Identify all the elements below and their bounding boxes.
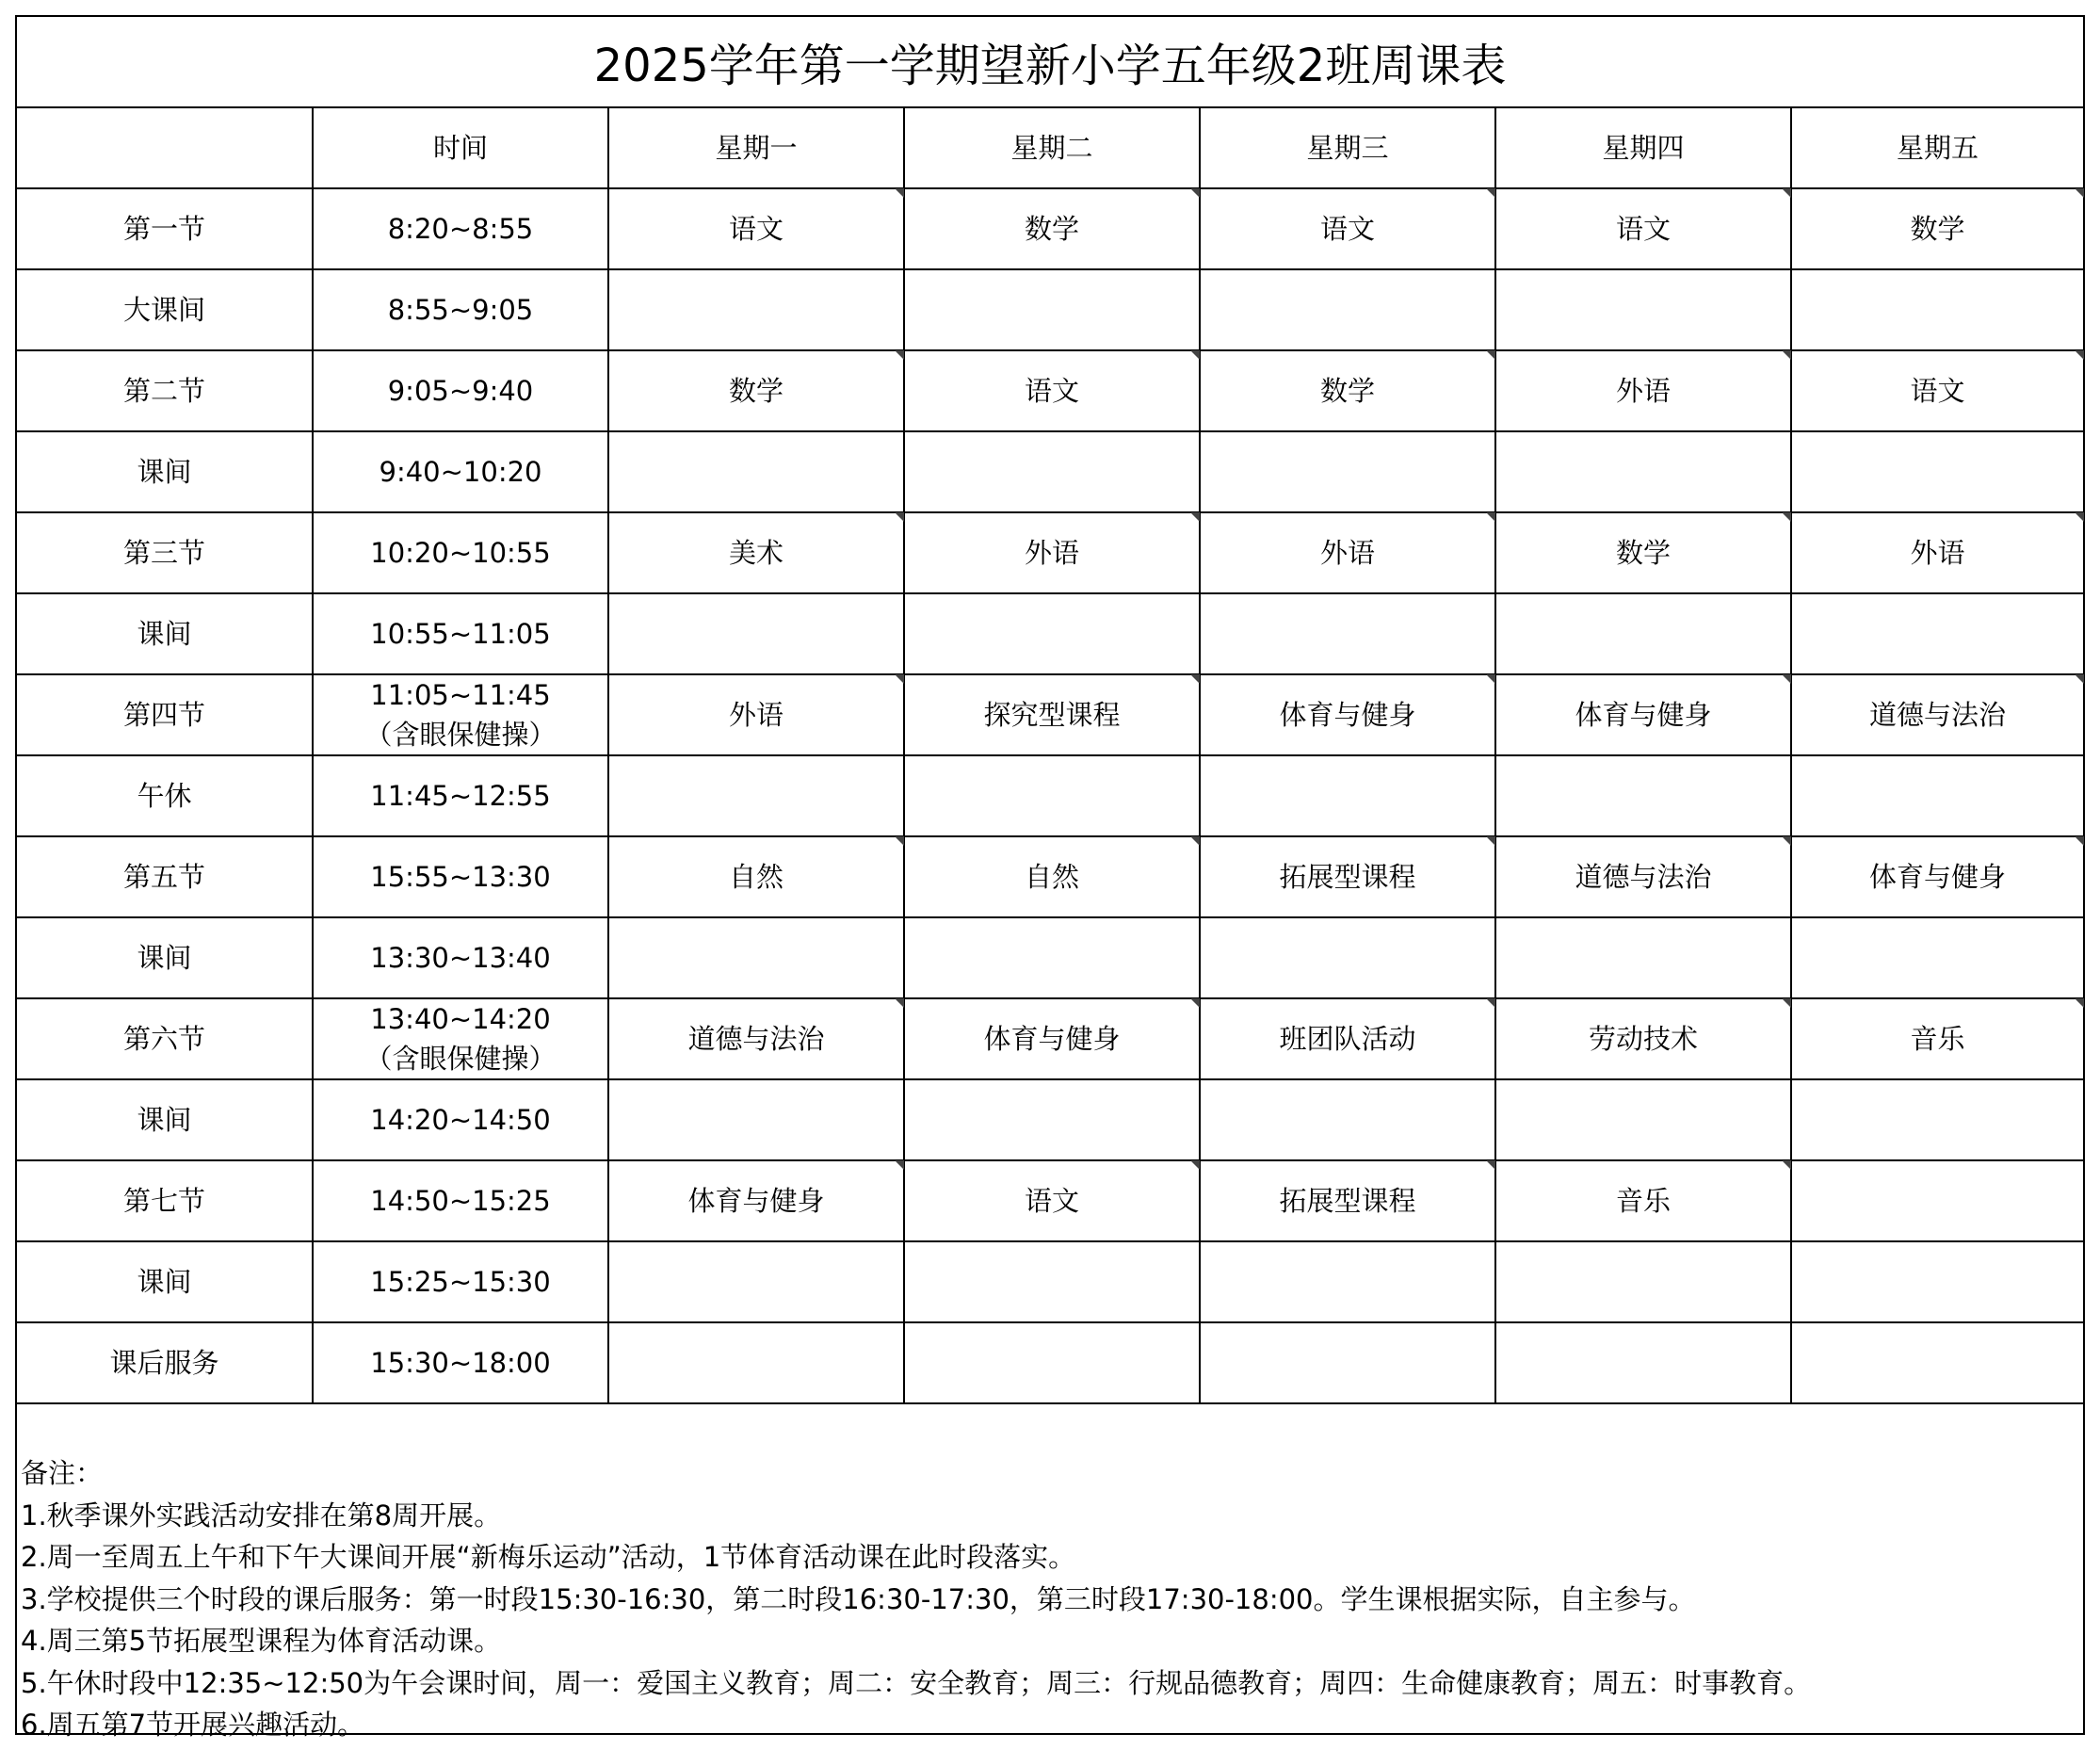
subject-cell <box>1200 593 1495 674</box>
table-row <box>17 1322 2083 1403</box>
table-row <box>17 512 2083 593</box>
subject-cell <box>1495 917 1791 998</box>
header-day: 星期五 <box>1791 108 2083 188</box>
subject-cell <box>608 269 904 350</box>
note-item: 3.学校提供三个时段的课后服务：第一时段15:30-16:30，第二时段16:30-17:30，第三时段17:30-18:00。学生课根据实际，自主参与。 <box>21 1582 1696 1615</box>
subject-cell: 道德与法治 <box>608 998 904 1079</box>
subject-cell <box>904 1241 1200 1322</box>
subject-cell <box>1200 1322 1495 1403</box>
subject-cell: 体育与健身 <box>904 998 1200 1079</box>
table-row <box>17 188 2083 269</box>
subject-cell <box>1495 593 1791 674</box>
time-range: 13:40~14:20 <box>370 1003 551 1035</box>
subject-cell <box>1495 431 1791 512</box>
subject-cell <box>1495 269 1791 350</box>
subject-cell <box>608 431 904 512</box>
period-name: 第六节 <box>17 998 313 1079</box>
period-name: 课间 <box>17 1079 313 1160</box>
time-note: （含眼保健操） <box>364 1043 557 1075</box>
subject-cell <box>608 1322 904 1403</box>
table-row <box>17 1079 2083 1160</box>
period-name: 第二节 <box>17 350 313 431</box>
subject-cell: 探究型课程 <box>904 674 1200 755</box>
period-time <box>313 1322 608 1403</box>
table-row <box>17 1160 2083 1241</box>
subject-cell <box>1200 755 1495 836</box>
subject-cell <box>1791 431 2083 512</box>
period-time <box>313 836 608 917</box>
table-row <box>17 431 2083 512</box>
subject-cell: 拓展型课程 <box>1200 1160 1495 1241</box>
header-day: 星期四 <box>1495 108 1791 188</box>
period-name: 课后服务 <box>17 1322 313 1403</box>
time-range: 14:50~15:25 <box>370 1185 551 1217</box>
time-range: 11:05~11:45 <box>370 679 551 711</box>
header-day: 星期三 <box>1200 108 1495 188</box>
subject-cell: 体育与健身 <box>1200 674 1495 755</box>
table-row <box>17 917 2083 998</box>
period-name: 第三节 <box>17 512 313 593</box>
subject-cell: 语文 <box>904 1160 1200 1241</box>
note-item: 2.周一至周五上午和下午大课间开展“新梅乐运动”活动，1节体育活动课在此时段落实。 <box>21 1541 1076 1573</box>
period-time <box>313 188 608 269</box>
subject-cell <box>1791 917 2083 998</box>
subject-cell <box>1791 269 2083 350</box>
subject-cell <box>1200 1079 1495 1160</box>
subject-cell: 语文 <box>904 350 1200 431</box>
table-row <box>17 350 2083 431</box>
timetable-sheet <box>15 15 2085 1741</box>
period-name: 课间 <box>17 1241 313 1322</box>
note-item: 5.午休时段中12:35~12:50为午会课时间，周一：爱国主义教育；周二：安全教育；周三：行规品德教育；周四：生命健康教育；周五：时事教育。 <box>21 1666 1812 1699</box>
subject-cell <box>608 917 904 998</box>
subject-cell <box>1791 1079 2083 1160</box>
subject-cell: 语文 <box>608 188 904 269</box>
subject-cell: 班团队活动 <box>1200 998 1495 1079</box>
period-time <box>313 593 608 674</box>
period-time <box>313 755 608 836</box>
subject-cell <box>1791 1241 2083 1322</box>
period-name: 第七节 <box>17 1160 313 1241</box>
period-time <box>313 1160 608 1241</box>
period-time <box>313 1079 608 1160</box>
header-day: 星期一 <box>608 108 904 188</box>
time-range: 8:55~9:05 <box>387 294 534 326</box>
table-row <box>17 674 2083 755</box>
period-name: 课间 <box>17 431 313 512</box>
time-range: 14:20~14:50 <box>370 1104 551 1136</box>
period-name: 课间 <box>17 593 313 674</box>
subject-cell: 音乐 <box>1791 998 2083 1079</box>
time-range: 10:20~10:55 <box>370 537 551 569</box>
subject-cell: 语文 <box>1495 188 1791 269</box>
subject-cell <box>1495 755 1791 836</box>
subject-cell: 自然 <box>904 836 1200 917</box>
notes-section <box>17 1449 2083 1741</box>
period-name: 第五节 <box>17 836 313 917</box>
subject-cell <box>1495 1322 1791 1403</box>
time-range: 13:30~13:40 <box>370 942 551 974</box>
subject-cell <box>1791 1160 2083 1241</box>
subject-cell: 语文 <box>1791 350 2083 431</box>
subject-cell <box>1791 593 2083 674</box>
subject-cell: 外语 <box>1791 512 2083 593</box>
subject-cell: 拓展型课程 <box>1200 836 1495 917</box>
subject-cell <box>904 269 1200 350</box>
subject-cell: 数学 <box>1200 350 1495 431</box>
period-time <box>313 674 608 755</box>
table-row <box>17 593 2083 674</box>
time-range: 15:55~13:30 <box>370 861 551 893</box>
time-range: 9:05~9:40 <box>387 375 534 407</box>
subject-cell <box>904 1079 1200 1160</box>
period-time <box>313 512 608 593</box>
subject-cell: 体育与健身 <box>608 1160 904 1241</box>
notes-heading: 备注： <box>21 1457 104 1489</box>
subject-cell <box>904 917 1200 998</box>
period-name: 大课间 <box>17 269 313 350</box>
time-range: 15:25~15:30 <box>370 1266 551 1298</box>
period-time <box>313 350 608 431</box>
period-time <box>313 1241 608 1322</box>
subject-cell <box>904 1322 1200 1403</box>
subject-cell: 体育与健身 <box>1495 674 1791 755</box>
subject-cell <box>608 593 904 674</box>
subject-cell: 数学 <box>904 188 1200 269</box>
period-name: 第四节 <box>17 674 313 755</box>
table-row <box>17 269 2083 350</box>
table-row <box>17 1241 2083 1322</box>
header-day: 星期二 <box>904 108 1200 188</box>
timetable <box>17 108 2083 1404</box>
time-range: 11:45~12:55 <box>370 780 551 812</box>
time-range: 15:30~18:00 <box>370 1347 551 1379</box>
table-row <box>17 836 2083 917</box>
period-name: 第一节 <box>17 188 313 269</box>
subject-cell: 外语 <box>1200 512 1495 593</box>
period-name: 午休 <box>17 755 313 836</box>
period-time <box>313 269 608 350</box>
note-item: 4.周三第5节拓展型课程为体育活动课。 <box>21 1625 502 1657</box>
subject-cell <box>1495 1079 1791 1160</box>
table-row <box>17 755 2083 836</box>
timetable-body <box>17 108 2083 1403</box>
subject-cell: 音乐 <box>1495 1160 1791 1241</box>
subject-cell <box>904 755 1200 836</box>
time-range: 8:20~8:55 <box>387 213 534 245</box>
subject-cell: 外语 <box>1495 350 1791 431</box>
subject-cell <box>608 755 904 836</box>
header-row <box>17 108 2083 188</box>
subject-cell: 道德与法治 <box>1791 674 2083 755</box>
subject-cell <box>1495 1241 1791 1322</box>
header-corner <box>17 108 313 188</box>
subject-cell: 数学 <box>1791 188 2083 269</box>
subject-cell: 外语 <box>608 674 904 755</box>
subject-cell: 体育与健身 <box>1791 836 2083 917</box>
period-time <box>313 431 608 512</box>
header-time: 时间 <box>313 108 608 188</box>
time-note: （含眼保健操） <box>364 719 557 751</box>
subject-cell: 外语 <box>904 512 1200 593</box>
subject-cell: 自然 <box>608 836 904 917</box>
page-title: 2025学年第一学期望新小学五年级2班周课表 <box>17 17 2083 108</box>
subject-cell <box>1200 917 1495 998</box>
subject-cell <box>904 431 1200 512</box>
subject-cell <box>1200 1241 1495 1322</box>
subject-cell: 语文 <box>1200 188 1495 269</box>
subject-cell <box>1200 431 1495 512</box>
subject-cell <box>904 593 1200 674</box>
subject-cell: 劳动技术 <box>1495 998 1791 1079</box>
subject-cell <box>608 1079 904 1160</box>
period-time <box>313 998 608 1079</box>
period-name: 课间 <box>17 917 313 998</box>
subject-cell <box>608 1241 904 1322</box>
subject-cell: 数学 <box>1495 512 1791 593</box>
subject-cell: 数学 <box>608 350 904 431</box>
note-item: 1.秋季课外实践活动安排在第8周开展。 <box>21 1499 502 1531</box>
period-time <box>313 917 608 998</box>
subject-cell <box>1200 269 1495 350</box>
subject-cell <box>1791 1322 2083 1403</box>
time-range: 9:40~10:20 <box>379 456 542 488</box>
subject-cell <box>1791 755 2083 836</box>
subject-cell: 道德与法治 <box>1495 836 1791 917</box>
time-range: 10:55~11:05 <box>370 618 551 650</box>
subject-cell: 美术 <box>608 512 904 593</box>
table-row <box>17 998 2083 1079</box>
note-item: 6.周五第7节开展兴趣活动。 <box>21 1709 365 1741</box>
